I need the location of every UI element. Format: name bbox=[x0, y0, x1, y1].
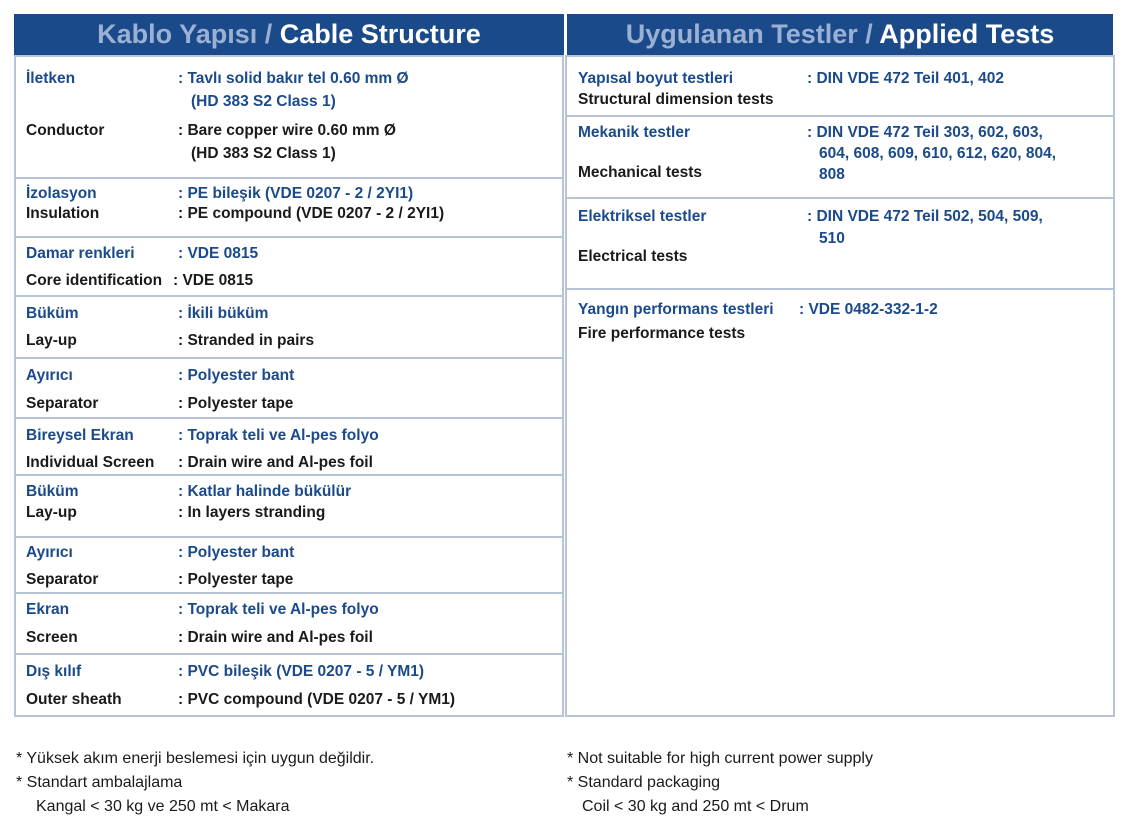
row-label-tr: İletken bbox=[26, 70, 76, 87]
row-value-tr: : Tavlı solid bakır tel 0.60 mm Ø bbox=[178, 70, 409, 87]
structure-row-outer-sheath bbox=[16, 655, 562, 717]
row-value-tr: : Toprak teli ve Al-pes folyo bbox=[178, 427, 379, 444]
structure-row-lay-up-pairs bbox=[16, 297, 562, 359]
row-label-en: Outer sheath bbox=[26, 691, 122, 708]
test-row-fire-performance bbox=[567, 290, 1113, 715]
row-value-en-cont: (HD 383 S2 Class 1) bbox=[191, 145, 336, 162]
row-label-en: Lay-up bbox=[26, 332, 77, 349]
row-value-tr-cont: (HD 383 S2 Class 1) bbox=[191, 93, 336, 110]
row-value-en: : VDE 0815 bbox=[173, 272, 254, 289]
row-value-en: : PVC compound (VDE 0207 - 5 / YM1) bbox=[178, 691, 456, 708]
applied-tests-header bbox=[567, 14, 1113, 55]
test-row-structural bbox=[567, 57, 1113, 117]
structure-row-individual-screen bbox=[16, 419, 562, 476]
footer-note-right-3: Coil < 30 kg and 250 mt < Drum bbox=[582, 798, 809, 815]
row-value-tr: : VDE 0815 bbox=[178, 245, 259, 262]
row-label-en: Separator bbox=[26, 571, 99, 588]
test-label-tr: Mekanik testler bbox=[578, 124, 690, 141]
test-label-tr: Yapısal boyut testleri bbox=[578, 70, 734, 87]
cable-structure-table bbox=[14, 55, 564, 717]
row-value-en: : Polyester tape bbox=[178, 571, 294, 588]
row-value-tr: : PE bileşik (VDE 0207 - 2 / 2YI1) bbox=[178, 185, 414, 202]
test-label-en: Electrical tests bbox=[578, 248, 688, 265]
header-left-en: Cable Structure bbox=[279, 19, 481, 49]
row-label-en: Separator bbox=[26, 395, 99, 412]
row-label-tr: Ekran bbox=[26, 601, 70, 618]
header-left-tr: Kablo Yapısı / bbox=[97, 19, 273, 49]
cable-structure-header bbox=[14, 14, 564, 55]
row-value-en: : Drain wire and Al-pes foil bbox=[178, 629, 373, 646]
row-label-tr: Damar renkleri bbox=[26, 245, 135, 262]
row-label-tr: Büküm bbox=[26, 483, 79, 500]
test-row-electrical bbox=[567, 199, 1113, 290]
row-value-tr: : Polyester bant bbox=[178, 367, 295, 384]
footer-note-left-3: Kangal < 30 kg ve 250 mt < Makara bbox=[36, 798, 290, 815]
structure-row-separator-2 bbox=[16, 538, 562, 594]
header-right-en: Applied Tests bbox=[879, 19, 1055, 49]
test-label-en: Structural dimension tests bbox=[578, 91, 774, 108]
test-label-tr: Elektriksel testler bbox=[578, 208, 707, 225]
row-value-tr: : Katlar halinde bükülür bbox=[178, 483, 352, 500]
footer-note-left-2: * Standart ambalajlama bbox=[16, 774, 183, 791]
cable-structure-title bbox=[14, 14, 564, 55]
row-label-en: Screen bbox=[26, 629, 78, 646]
row-label-en: Insulation bbox=[26, 205, 100, 222]
test-value: : VDE 0482-332-1-2 bbox=[799, 301, 938, 318]
test-value-cont: 510 bbox=[819, 230, 845, 247]
test-label-en: Fire performance tests bbox=[578, 325, 746, 342]
row-value-en: : Polyester tape bbox=[178, 395, 294, 412]
structure-row-core-identification bbox=[16, 238, 562, 297]
row-value-en: : Bare copper wire 0.60 mm Ø bbox=[178, 122, 396, 139]
row-label-tr: Bireysel Ekran bbox=[26, 427, 134, 444]
applied-tests-title bbox=[567, 14, 1113, 55]
row-value-tr: : Polyester bant bbox=[178, 544, 295, 561]
row-value-en: : In layers stranding bbox=[178, 504, 326, 521]
structure-row-separator bbox=[16, 359, 562, 419]
row-label-tr: Ayırıcı bbox=[26, 367, 73, 384]
row-value-tr: : PVC bileşik (VDE 0207 - 5 / YM1) bbox=[178, 663, 425, 680]
structure-row-screen bbox=[16, 594, 562, 655]
structure-row-lay-up-layers bbox=[16, 476, 562, 538]
row-label-en: Lay-up bbox=[26, 504, 77, 521]
row-value-tr: : İkili büküm bbox=[178, 305, 269, 322]
test-value: : DIN VDE 472 Teil 401, 402 bbox=[807, 70, 1005, 87]
structure-row-conductor bbox=[16, 57, 562, 179]
test-label-tr: Yangın performans testleri bbox=[578, 301, 774, 318]
header-right-tr: Uygulanan Testler / bbox=[625, 19, 873, 49]
row-value-en: : PE compound (VDE 0207 - 2 / 2YI1) bbox=[178, 205, 445, 222]
row-label-tr: Ayırıcı bbox=[26, 544, 73, 561]
test-row-mechanical bbox=[567, 117, 1113, 199]
row-value-en: : Drain wire and Al-pes foil bbox=[178, 454, 373, 471]
test-value: : DIN VDE 472 Teil 303, 602, 603, bbox=[807, 124, 1043, 141]
row-label-en: Conductor bbox=[26, 122, 105, 139]
applied-tests-table bbox=[565, 55, 1115, 717]
footer-note-right-1: * Not suitable for high current power supply bbox=[567, 750, 873, 767]
test-value: : DIN VDE 472 Teil 502, 504, 509, bbox=[807, 208, 1043, 225]
row-label-tr: İzolasyon bbox=[26, 185, 97, 202]
test-label-en: Mechanical tests bbox=[578, 164, 703, 181]
structure-row-insulation bbox=[16, 179, 562, 238]
footer-note-left-1: * Yüksek akım enerji beslemesi için uygun değildir. bbox=[16, 750, 375, 767]
row-label-tr: Dış kılıf bbox=[26, 663, 82, 680]
row-value-en: : Stranded in pairs bbox=[178, 332, 315, 349]
footer-note-right-2: * Standard packaging bbox=[567, 774, 720, 791]
row-value-tr: : Toprak teli ve Al-pes folyo bbox=[178, 601, 379, 618]
row-label-en: Core identification bbox=[26, 272, 163, 289]
row-label-tr: Büküm bbox=[26, 305, 79, 322]
test-value-cont-2: 808 bbox=[819, 166, 845, 183]
test-value-cont: 604, 608, 609, 610, 612, 620, 804, bbox=[819, 145, 1057, 162]
row-label-en: Individual Screen bbox=[26, 454, 155, 471]
